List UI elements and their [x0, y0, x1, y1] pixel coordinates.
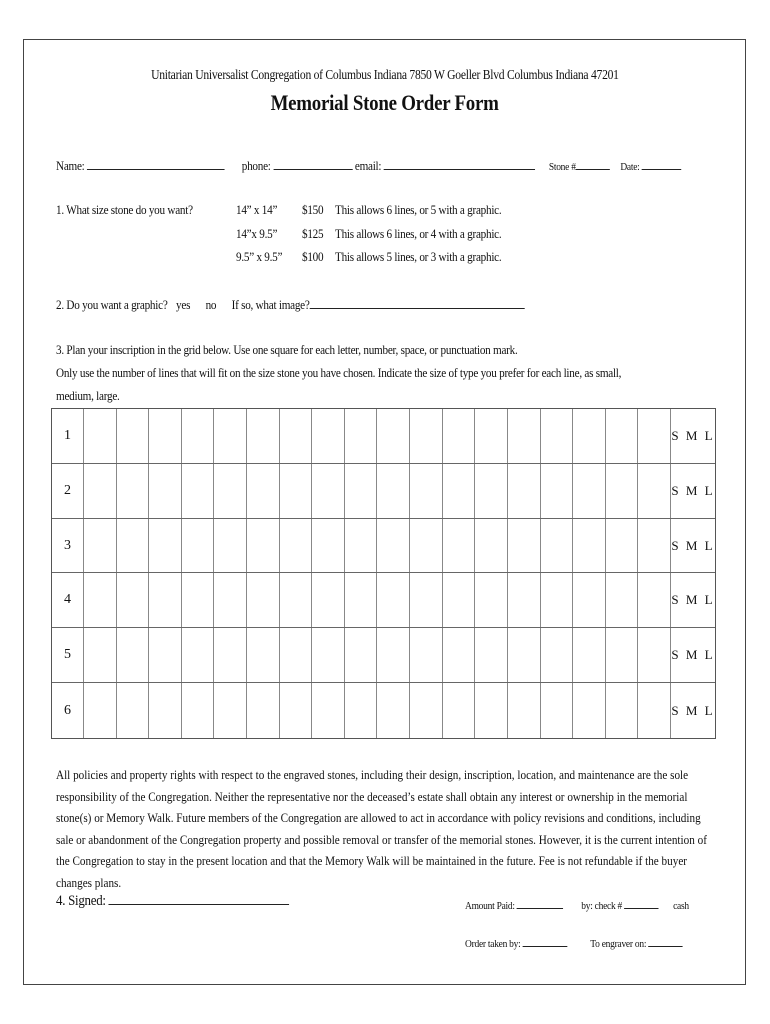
character-square[interactable]: [410, 409, 443, 463]
character-square[interactable]: [182, 409, 215, 463]
type-size-options[interactable]: S M L: [671, 482, 715, 498]
cash-option[interactable]: cash: [673, 900, 689, 912]
character-square[interactable]: [606, 464, 639, 518]
character-square[interactable]: [475, 628, 508, 682]
signed-line: [56, 892, 289, 910]
character-square[interactable]: [638, 573, 671, 627]
character-square[interactable]: [312, 409, 345, 463]
character-square[interactable]: [312, 464, 345, 518]
q1-option-1-size: 14” x 14”: [236, 202, 278, 217]
date-label: Date:: [620, 161, 640, 173]
character-square[interactable]: [117, 683, 150, 738]
type-size-options[interactable]: S M L: [671, 537, 715, 553]
character-square[interactable]: [638, 628, 671, 682]
character-square[interactable]: [443, 683, 476, 738]
character-square[interactable]: [638, 409, 671, 463]
type-size-options[interactable]: S M L: [671, 702, 715, 718]
character-square[interactable]: [117, 464, 150, 518]
name-label: Name:: [56, 158, 85, 173]
row-number: 2: [52, 464, 84, 518]
character-square[interactable]: [182, 573, 215, 627]
row-number: 1: [52, 409, 84, 463]
character-square[interactable]: [280, 573, 313, 627]
stone-number-field[interactable]: [576, 157, 610, 170]
character-square[interactable]: [312, 628, 345, 682]
character-square[interactable]: [345, 519, 378, 573]
character-square[interactable]: [541, 628, 574, 682]
character-square[interactable]: [475, 573, 508, 627]
inscription-row: [52, 573, 715, 628]
character-square[interactable]: [84, 628, 117, 682]
character-square[interactable]: [606, 409, 639, 463]
character-square[interactable]: [214, 628, 247, 682]
character-square[interactable]: [606, 683, 639, 738]
q3-instructions-line-3: medium, large.: [56, 388, 120, 403]
page-title: Memorial Stone Order Form: [270, 90, 500, 115]
character-square[interactable]: [377, 683, 410, 738]
character-square[interactable]: [638, 464, 671, 518]
character-square[interactable]: [508, 409, 541, 463]
character-square[interactable]: [606, 628, 639, 682]
character-square[interactable]: [117, 628, 150, 682]
character-square[interactable]: [214, 464, 247, 518]
character-square[interactable]: [149, 628, 182, 682]
character-square[interactable]: [247, 628, 280, 682]
character-square[interactable]: [345, 464, 378, 518]
character-square[interactable]: [84, 409, 117, 463]
character-square[interactable]: [84, 519, 117, 573]
signed-label: 4. Signed:: [56, 893, 106, 909]
inscription-row: [52, 464, 715, 519]
character-square[interactable]: [345, 683, 378, 738]
character-square[interactable]: [182, 464, 215, 518]
q1-option-3-size: 9.5” x 9.5”: [236, 249, 283, 264]
character-square[interactable]: [312, 683, 345, 738]
q2-followup-label: If so, what image?: [231, 297, 310, 312]
inscription-row: [52, 409, 715, 464]
q2-line: [56, 296, 525, 313]
to-engraver-field[interactable]: [648, 934, 682, 947]
character-square[interactable]: [573, 573, 606, 627]
character-square[interactable]: [573, 464, 606, 518]
character-square[interactable]: [638, 683, 671, 738]
character-square[interactable]: [84, 683, 117, 738]
character-square[interactable]: [214, 683, 247, 738]
inscription-row: [52, 683, 715, 738]
character-square[interactable]: [149, 683, 182, 738]
character-square[interactable]: [312, 519, 345, 573]
stone-number-label: Stone #: [548, 161, 576, 173]
character-square[interactable]: [573, 683, 606, 738]
character-square[interactable]: [508, 628, 541, 682]
date-field[interactable]: [642, 157, 682, 170]
character-square[interactable]: [541, 464, 574, 518]
character-square[interactable]: [377, 519, 410, 573]
character-square[interactable]: [475, 409, 508, 463]
contact-line: [56, 157, 682, 174]
q2-no-option[interactable]: no: [205, 297, 217, 312]
character-square[interactable]: [214, 519, 247, 573]
character-square[interactable]: [638, 519, 671, 573]
inscription-row: [52, 519, 715, 574]
check-number-field[interactable]: [624, 896, 658, 909]
character-square[interactable]: [149, 519, 182, 573]
character-square[interactable]: [475, 519, 508, 573]
character-square[interactable]: [410, 683, 443, 738]
character-square[interactable]: [377, 573, 410, 627]
q2-question: 2. Do you want a graphic?: [56, 297, 168, 312]
character-square[interactable]: [573, 409, 606, 463]
character-square[interactable]: [247, 409, 280, 463]
character-square[interactable]: [508, 683, 541, 738]
character-square[interactable]: [410, 464, 443, 518]
character-square[interactable]: [508, 464, 541, 518]
q1-option-1-price: $150: [302, 202, 324, 217]
character-square[interactable]: [377, 409, 410, 463]
row-number: 4: [52, 573, 84, 627]
character-square[interactable]: [247, 683, 280, 738]
signature-field[interactable]: [109, 892, 290, 905]
character-square[interactable]: [508, 573, 541, 627]
policy-paragraph: All policies and property rights with respect to the engraved stones, including their design, inscription, location, and maintenance are the sole responsibility of the Congregation. Neither the representative nor the deceased’s estate shall obtain any interest or ownership in the memorial stone(s) or Memory Walk. Future members of the Congregation are allowed to act in accordance with policy revisions and conditions, including sale or abandonment of the Congregation property and possible removal or transfer of the memorial stones. However, it is the current intention of the Congregation to stay in the present location and that the Memory Walk will be maintained in the future. Fee is not refundable if the buyer changes plans.: [56, 767, 707, 890]
character-square[interactable]: [149, 573, 182, 627]
order-tracking-line: [465, 934, 683, 950]
character-square[interactable]: [377, 464, 410, 518]
character-square[interactable]: [280, 464, 313, 518]
character-square[interactable]: [280, 409, 313, 463]
character-square[interactable]: [573, 519, 606, 573]
check-number-label: by: check #: [581, 900, 623, 912]
character-square[interactable]: [84, 573, 117, 627]
character-square[interactable]: [443, 573, 476, 627]
q1-option-3-price: $100: [302, 249, 324, 264]
inscription-row: [52, 628, 715, 683]
q1-option-3-desc: This allows 5 lines, or 3 with a graphic.: [335, 249, 502, 264]
amount-paid-label: Amount Paid:: [465, 900, 515, 912]
q2-yes-option[interactable]: yes: [176, 297, 191, 312]
character-square[interactable]: [410, 519, 443, 573]
character-square[interactable]: [606, 573, 639, 627]
character-square[interactable]: [475, 683, 508, 738]
q3-instructions-line-2: Only use the number of lines that will fit on the size stone you have chosen. Indicate the size of type you prefer for each line, as small,: [56, 365, 622, 380]
character-square[interactable]: [345, 628, 378, 682]
order-taken-field[interactable]: [523, 934, 568, 947]
row-number: 3: [52, 519, 84, 573]
row-number: 6: [52, 683, 84, 738]
type-size-options[interactable]: S M L: [671, 647, 715, 663]
character-square[interactable]: [117, 573, 150, 627]
q1-option-1-desc: This allows 6 lines, or 5 with a graphic.: [335, 202, 502, 217]
character-square[interactable]: [345, 573, 378, 627]
character-square[interactable]: [475, 464, 508, 518]
character-square[interactable]: [443, 519, 476, 573]
phone-field[interactable]: [273, 157, 352, 170]
character-square[interactable]: [443, 409, 476, 463]
character-square[interactable]: [345, 409, 378, 463]
organization-address: Unitarian Universalist Congregation of Columbus Indiana 7850 W Goeller Blvd Columbus Indiana 47201: [151, 67, 619, 82]
character-square[interactable]: [606, 519, 639, 573]
character-square[interactable]: [182, 519, 215, 573]
character-square[interactable]: [280, 628, 313, 682]
character-square[interactable]: [117, 409, 150, 463]
q1-option-2-size: 14”x 9.5”: [236, 226, 278, 241]
character-square[interactable]: [149, 409, 182, 463]
character-square[interactable]: [117, 519, 150, 573]
q1-question: 1. What size stone do you want?: [56, 202, 193, 217]
character-square[interactable]: [541, 409, 574, 463]
type-size-options[interactable]: S M L: [671, 592, 715, 608]
character-square[interactable]: [84, 464, 117, 518]
character-square[interactable]: [280, 683, 313, 738]
character-square[interactable]: [247, 464, 280, 518]
character-square[interactable]: [149, 464, 182, 518]
character-square[interactable]: [541, 573, 574, 627]
to-engraver-label: To engraver on:: [590, 938, 647, 950]
name-field[interactable]: [87, 157, 225, 170]
email-label: email:: [354, 158, 382, 173]
character-square[interactable]: [508, 519, 541, 573]
character-square[interactable]: [214, 573, 247, 627]
q3-instructions-line-1: 3. Plan your inscription in the grid below. Use one square for each letter, number, space, or punctuation mark.: [56, 342, 518, 357]
character-square[interactable]: [410, 628, 443, 682]
character-square[interactable]: [443, 628, 476, 682]
character-square[interactable]: [443, 464, 476, 518]
character-square[interactable]: [182, 683, 215, 738]
character-square[interactable]: [247, 573, 280, 627]
email-field[interactable]: [384, 157, 535, 170]
amount-paid-field[interactable]: [517, 896, 563, 909]
order-taken-label: Order taken by:: [465, 938, 521, 950]
character-square[interactable]: [280, 519, 313, 573]
character-square[interactable]: [182, 628, 215, 682]
q1-option-2-price: $125: [302, 226, 324, 241]
character-square[interactable]: [247, 519, 280, 573]
q1-option-2-desc: This allows 6 lines, or 4 with a graphic.: [335, 226, 502, 241]
character-square[interactable]: [541, 519, 574, 573]
row-number: 5: [52, 628, 84, 682]
character-square[interactable]: [541, 683, 574, 738]
character-square[interactable]: [377, 628, 410, 682]
character-square[interactable]: [214, 409, 247, 463]
graphic-image-field[interactable]: [310, 296, 525, 309]
type-size-options[interactable]: S M L: [671, 427, 715, 443]
character-square[interactable]: [312, 573, 345, 627]
character-square[interactable]: [410, 573, 443, 627]
phone-label: phone:: [241, 158, 271, 173]
inscription-grid: [51, 408, 716, 739]
payment-line: [465, 896, 689, 912]
character-square[interactable]: [573, 628, 606, 682]
